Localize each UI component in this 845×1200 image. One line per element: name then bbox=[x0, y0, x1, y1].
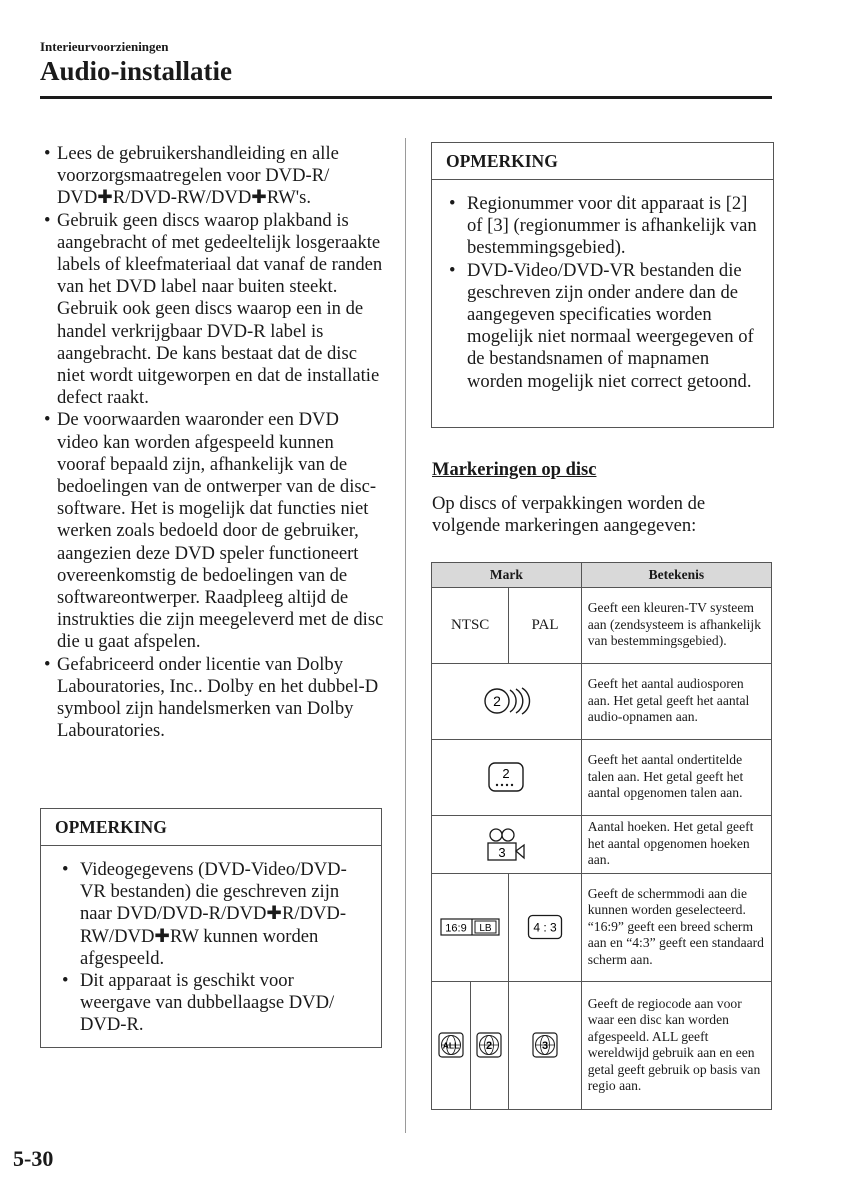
mark-meaning: Geeft de regiocode aan voor waar een disc kan worden afgespeeld. ALL geeft wereldwijd gebruik aan en een getal geeft gebruik op basis van regio aan. bbox=[581, 981, 771, 1109]
svg-text:3: 3 bbox=[498, 845, 506, 860]
note-item: • Regionummer voor dit apparaat is [2] of [3] (regionummer is afhankelijk van bestemmingsgebied). bbox=[447, 193, 763, 260]
mark-standard-screen bbox=[509, 873, 581, 981]
mark-meaning: Aantal hoeken. Het getal geeft het aantal opgenomen hoeken aan. bbox=[581, 815, 771, 873]
precautions-list bbox=[42, 143, 384, 742]
globe-region-3-icon bbox=[532, 1032, 558, 1058]
svg-text:4 : 3: 4 : 3 bbox=[533, 920, 557, 935]
page-number: 5-30 bbox=[13, 1146, 54, 1171]
page-title: Audio-installatie bbox=[40, 56, 233, 86]
title-rule bbox=[40, 96, 772, 99]
mark-angles bbox=[432, 815, 582, 873]
column-divider bbox=[405, 138, 406, 1133]
table-row bbox=[432, 981, 772, 1109]
markings-heading: Markeringen op disc bbox=[432, 460, 597, 480]
mark-region-all bbox=[432, 981, 471, 1109]
markings-intro: Op discs of verpakkingen worden de volgende markeringen aangegeven: bbox=[432, 493, 706, 537]
note-box-left bbox=[40, 808, 382, 1048]
mark-ntsc: NTSC bbox=[432, 587, 509, 663]
mark-meaning: Geeft het aantal audiosporen aan. Het getal geeft het aantal audio-opnamen aan. bbox=[581, 663, 771, 739]
table-row bbox=[432, 663, 772, 739]
note-item: • Dit apparaat is geschikt voor weergave van dubbellaagse DVD/ DVD-R. bbox=[60, 970, 369, 1037]
mark-widescreen-letterbox bbox=[432, 873, 509, 981]
svg-text:2: 2 bbox=[486, 1040, 493, 1052]
svg-text:2: 2 bbox=[502, 766, 510, 781]
mark-meaning: Geeft een kleuren-TV systeem aan (zendsysteem is afhankelijk van bestemmingsgebied). bbox=[581, 587, 771, 663]
note-heading: OPMERKING bbox=[41, 809, 381, 846]
mark-region-2 bbox=[470, 981, 509, 1109]
svg-text:ALL: ALL bbox=[442, 1040, 460, 1051]
mark-meaning: Geeft de schermmodi aan die kunnen worden geselecteerd. “16:9” geeft een breed scherm aan en “4:3” geeft een standaard scherm aan. bbox=[581, 873, 771, 981]
globe-region-all-icon bbox=[438, 1032, 464, 1058]
mark-audio-tracks bbox=[432, 663, 582, 739]
list-item: • Gebruik geen discs waarop plakband is aangebracht of met gedeeltelijk losgeraakte labels of kleefmateriaal dat vanaf de randen van het DVD label naar buiten steekt. Gebruik ook geen discs waarop een in de handel verkrijgbaar DVD-R label is aangebracht. De kans bestaat dat de disc niet wordt uitgeworpen en dat de installatie defect raakt. bbox=[42, 210, 384, 410]
note-item: • DVD-Video/DVD-VR bestanden die geschreven zijn onder andere dan de aangegeven specificaties worden mogelijk niet normaal weergegeven of de bestandsnamen of mapnamen worden mogelijk niet correct getoond. bbox=[447, 260, 763, 393]
mark-meaning: Geeft het aantal ondertitelde talen aan. Het getal geeft het aantal opgenomen talen aan. bbox=[581, 739, 771, 815]
note-item: • Videogegevens (DVD-Video/DVD-VR bestanden) die geschreven zijn naar DVD/DVD-R/DVD✚R/DVD-RW/DVD✚RW kunnen worden afgespeeld. bbox=[60, 859, 369, 970]
audio-tracks-icon bbox=[481, 684, 531, 718]
list-item: • Gefabriceerd onder licentie van Dolby Labouratories, Inc.. Dolby en het dubbel-D symbool zijn handelsmerken van Dolby Labouratories. bbox=[42, 654, 384, 743]
disc-markings-table bbox=[431, 562, 772, 1110]
note-body bbox=[432, 180, 773, 393]
mark-region-3 bbox=[509, 981, 581, 1109]
table-row bbox=[432, 587, 772, 663]
mark-pal: PAL bbox=[509, 587, 581, 663]
subtitles-icon bbox=[487, 761, 525, 793]
table-row bbox=[432, 873, 772, 981]
note-box-right bbox=[431, 142, 774, 428]
standard-screen-icon bbox=[527, 914, 563, 940]
svg-text:3: 3 bbox=[541, 1040, 549, 1052]
note-heading: OPMERKING bbox=[432, 143, 773, 180]
svg-text:2: 2 bbox=[493, 693, 502, 709]
table-row bbox=[432, 815, 772, 873]
column-header-meaning: Betekenis bbox=[581, 563, 771, 588]
camera-angles-icon bbox=[484, 826, 528, 862]
svg-text:LB: LB bbox=[479, 923, 492, 934]
list-item: • De voorwaarden waaronder een DVD video kan worden afgespeeld kunnen vooraf bepaald zijn, afhankelijk van de bedoelingen van de ontwerper van de disc-software. Het is mogelijk dat functies niet werken zoals bedoeld door de gebruiker, aangezien deze DVD speler functioneert overeenkomstig de bedoelingen van de softwareontwerper. Raadpleeg altijd de instrukties die zijn meegeleverd met de disc die u gaat afspelen. bbox=[42, 409, 384, 653]
table-row bbox=[432, 739, 772, 815]
list-item: • Lees de gebruikershandleiding en alle voorzorgsmaatregelen voor DVD-R/ DVD✚R/DVD-RW/DVD✚RW's. bbox=[42, 143, 384, 210]
column-header-mark: Mark bbox=[432, 563, 582, 588]
widescreen-letterbox-icon bbox=[440, 917, 500, 937]
note-body bbox=[41, 846, 381, 1037]
mark-subtitles bbox=[432, 739, 582, 815]
globe-region-2-icon bbox=[476, 1032, 502, 1058]
left-column bbox=[42, 143, 384, 742]
section-label: Interieurvoorzieningen bbox=[40, 39, 169, 54]
svg-text:16:9: 16:9 bbox=[445, 922, 467, 935]
